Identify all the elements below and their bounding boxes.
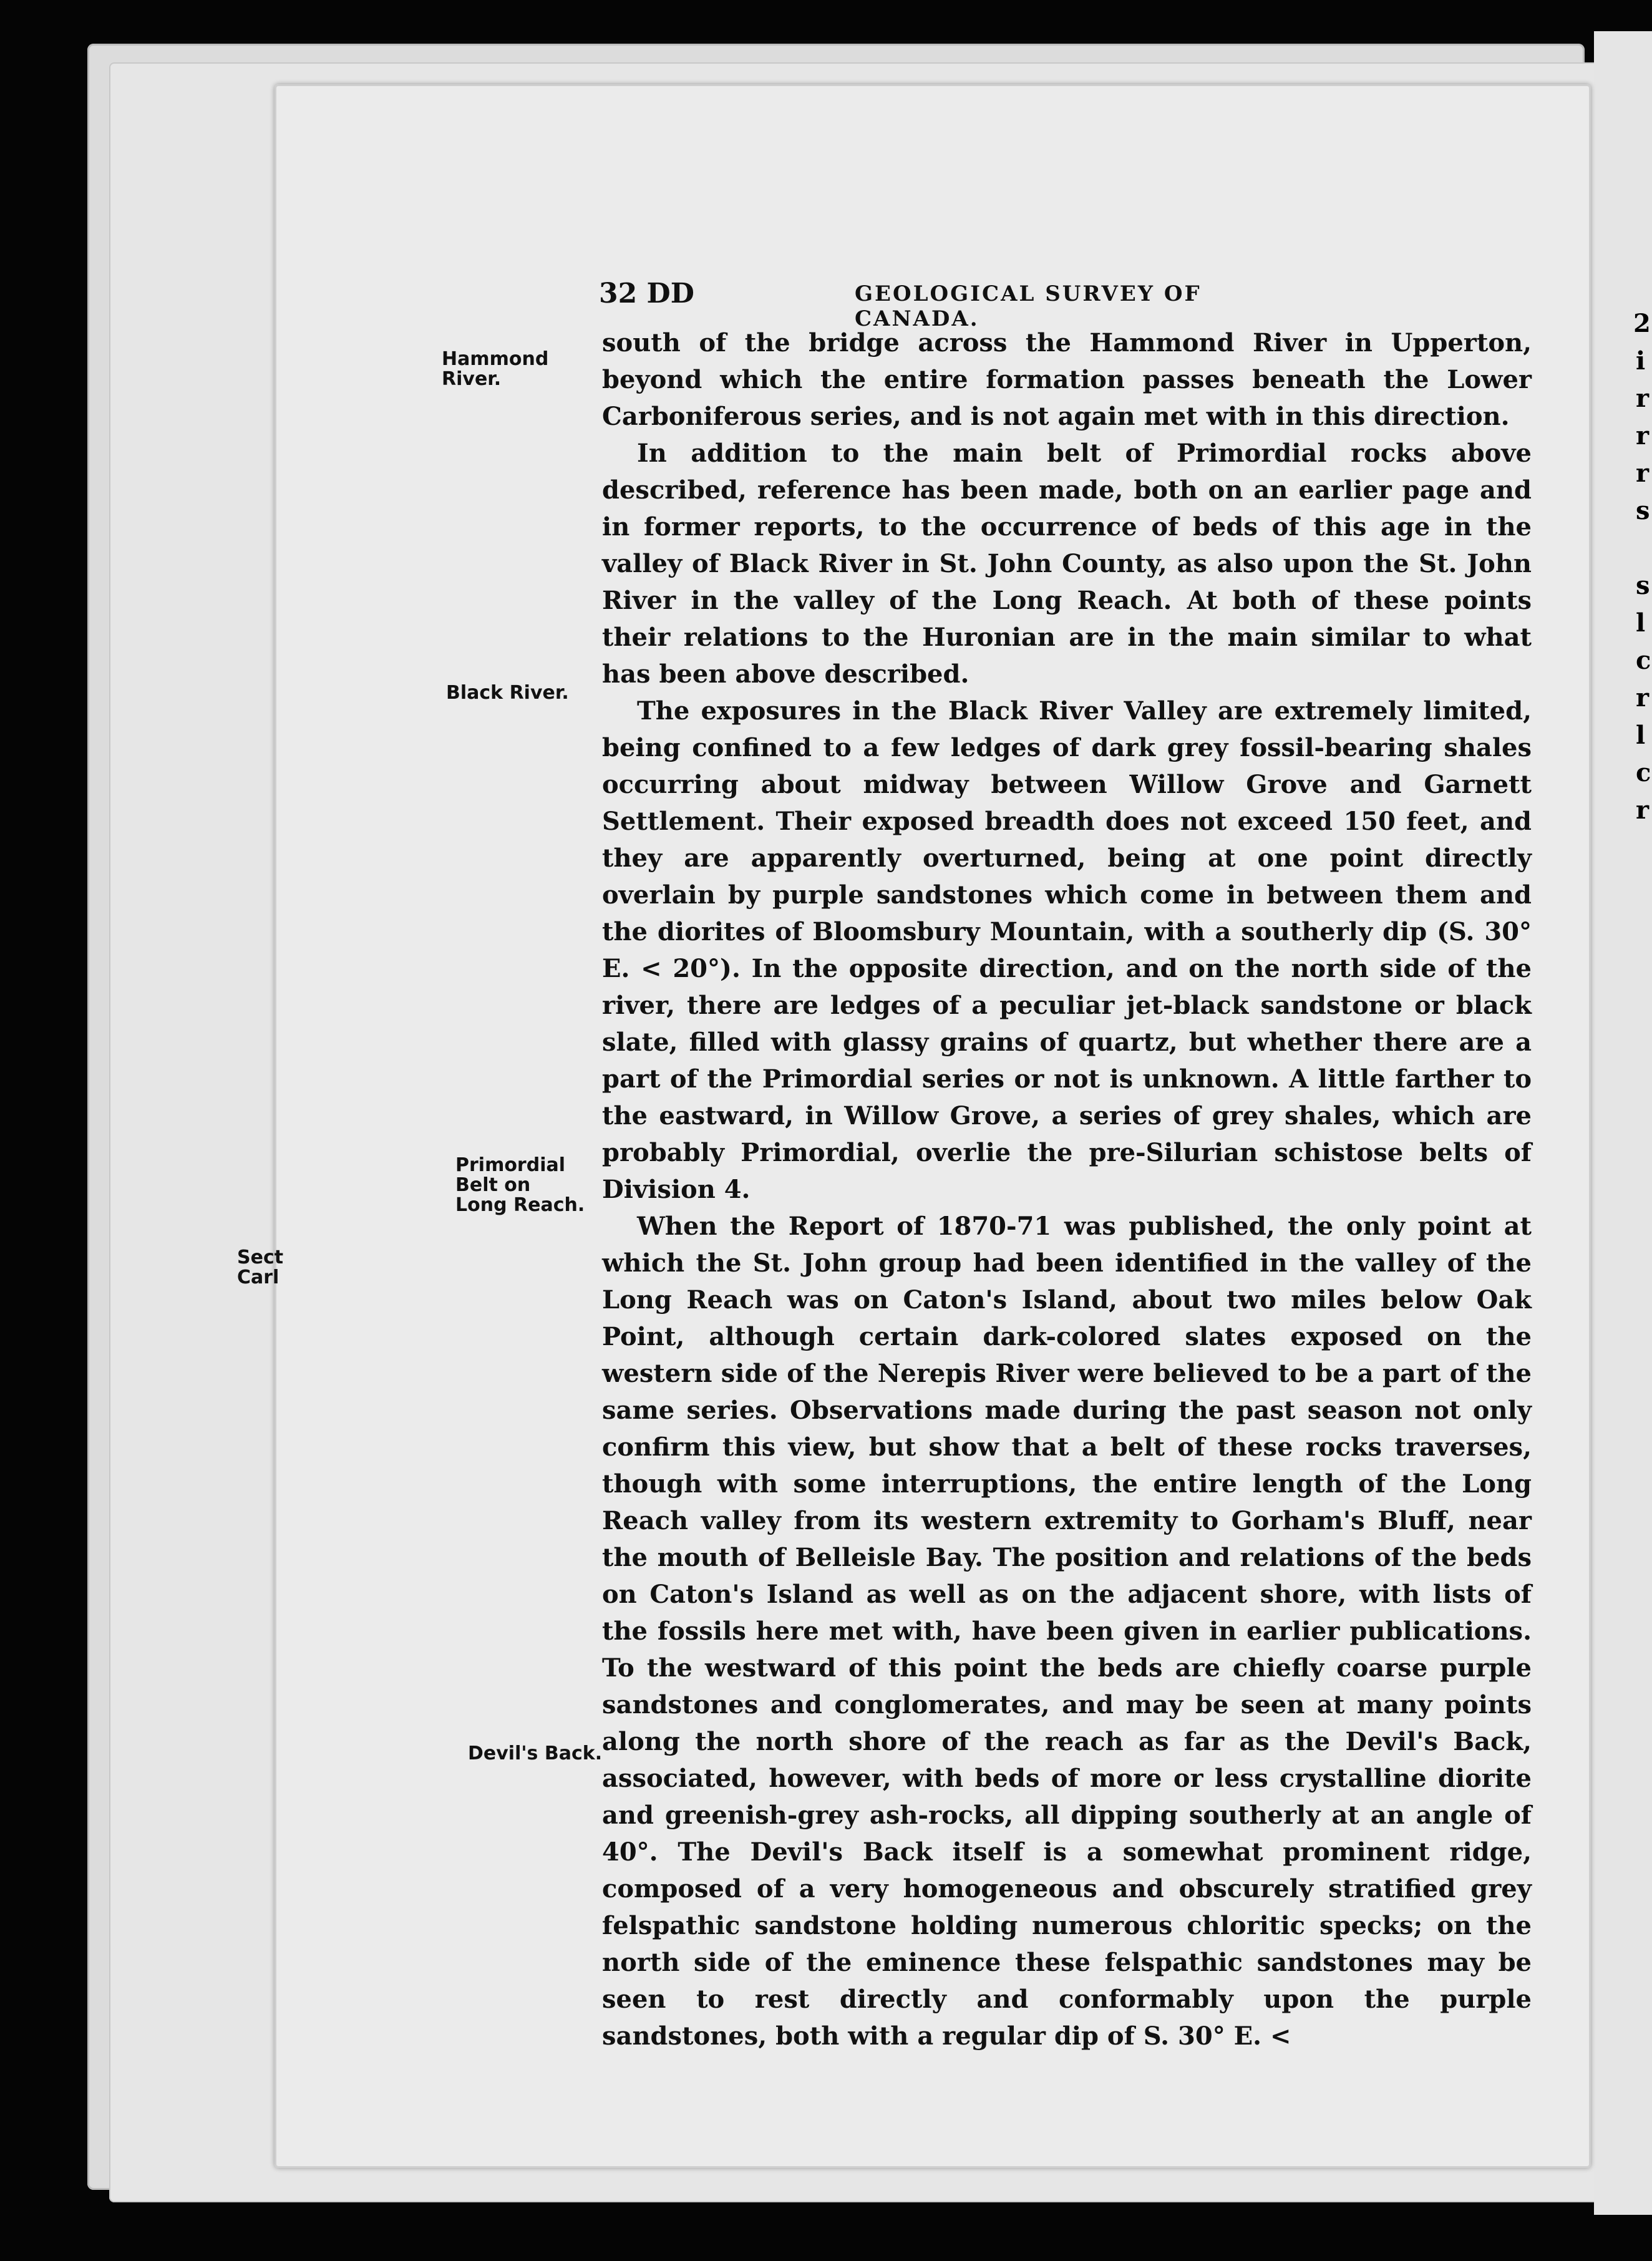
right-fragment: c <box>1636 758 1651 787</box>
right-fragment: c <box>1636 646 1651 675</box>
left-margin-fragment <box>237 1248 283 1288</box>
margin-note-devils-back: Devil's Back. <box>468 1743 603 1764</box>
paragraph: The exposures in the Black River Valley are extremely limited, being confined to a few ledges of dark grey fossil-bearing shales occurring about midway between Willow Grove and Garnett Settlement. Their exposed breadth does not exceed 150 feet, and they are apparently overturned, being at one point directly overlain by purple sandstones which come in between them and the diorites of Bloomsbury Mountain, with a southerly dip (S. 30° E. < 20°). In the opposite direction, and on the north side of the river, there are ledges of a peculiar jet-black sandstone or black slate, filled with glassy grains of quartz, but whether there are a part of the Primordial series or not is unknown. A little farther to the eastward, in Willow Grove, a series of grey shales, which are probably Primordial, overlie the pre-Silurian schistose belts of Division 4. <box>602 696 1532 1204</box>
paragraph: south of the bridge across the Hammond River in Upperton, beyond which the entire formation passes beneath the Lower Carboniferous series, and is not again met with in this direction. <box>602 328 1532 431</box>
right-fragment: s <box>1636 571 1650 600</box>
right-fragment: l <box>1636 721 1646 750</box>
right-fragment: s <box>1636 496 1650 525</box>
right-fragment: 2 <box>1633 309 1651 338</box>
running-title: GEOLOGICAL SURVEY OF CANADA. <box>855 281 1202 331</box>
left-fragment-line-2: Carl <box>237 1267 279 1288</box>
body-text <box>602 324 1532 2054</box>
margin-note-hammond-river: Hammond River. <box>442 348 549 390</box>
right-fragment: r <box>1636 421 1650 450</box>
paragraph: In addition to the main belt of Primordial rocks above described, reference has been made, both on an earlier page and in former reports, to the occurrence of beds of this age in the valley of Black River in St. John County, as also upon the St. John River in the valley of the Long Reach. At both of these points their relations to the Huronian are in the main similar to what has been above described. <box>602 439 1532 689</box>
right-fragment: r <box>1636 384 1650 413</box>
page-number: 32 DD <box>599 278 694 309</box>
right-fragment: r <box>1636 459 1650 488</box>
right-fragment: r <box>1636 683 1650 712</box>
right-fragment: i <box>1636 346 1646 376</box>
margin-note-black-river: Black River. <box>446 682 569 704</box>
paragraph: When the Report of 1870-71 was published, the only point at which the St. John group had been identified in the valley of the Long Reach was on Caton's Island, about two miles below Oak Point, although certain dark-colored slates exposed on the western side of the Nerepis River were believed to be a part of the same series. Observations made during the past season not only confirm this view, but show that a belt of these rocks traverses, though with some interruptions, the entire length of the Long Reach valley from its western extremity to Gorham's Bluff, near the mouth of Belleisle Bay. The position and relations of the beds on Caton's Island as well as on the adjacent shore, with lists of the fossils here met with, have been given in earlier publications. To the westward of this point the beds are chiefly coarse purple sandstones and conglomerates, and may be seen at many points along the north shore of the reach as far as the Devil's Back, associated, however, with beds of more or less crystalline diorite and greenish-grey ash-rocks, all dipping southerly at an angle of 40°. The Devil's Back itself is a somewhat prominent ridge, composed of a very homogeneous and obscurely stratified grey felspathic sandstone holding numerous chloritic specks; on the north side of the eminence these felspathic sandstones may be seen to rest directly and conformably upon the purple sandstones, both with a regular dip of S. 30° E. < <box>602 1212 1532 2051</box>
right-fragment: r <box>1636 795 1650 825</box>
left-fragment-line-1: Sect <box>237 1247 284 1268</box>
right-fragment: l <box>1636 608 1646 638</box>
page-header <box>599 278 1285 331</box>
margin-note-primordial-belt: Primordial Belt on Long Reach. <box>455 1154 585 1216</box>
